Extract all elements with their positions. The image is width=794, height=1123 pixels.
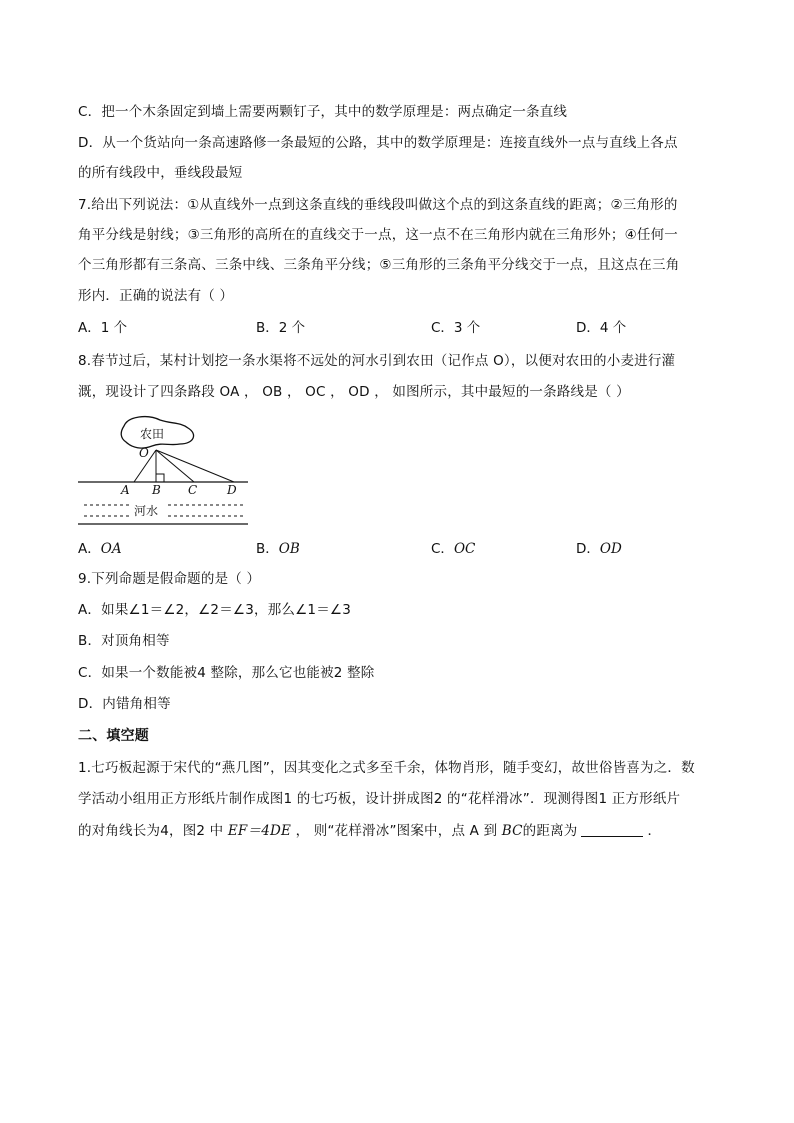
- q8-option-c: [431, 539, 475, 559]
- q8-option-d-letter: D．: [576, 541, 600, 557]
- q6-option-c: C．把一个木条固定到墙上需要两颗钉子，其中的数学原理是：两点确定一条直线: [78, 104, 568, 120]
- fill1-line3-text-a: 的对角线长为4，图2 中: [78, 823, 228, 839]
- q8-option-b: [256, 539, 300, 559]
- fill1-line3-text-b: ， 则“花样滑冰”图案中，点 A 到: [291, 823, 502, 839]
- q7-stem-line2: 角平分线是射线；③三角形的高所在的直线交于一点，这一点不在三角形内就在三角形外；④任何一: [78, 227, 679, 243]
- q8-stem-line2: 溉，现设计了四条路段 OA ， OB ， OC ， OD ， 如图所示，其中最短的一条路线是（ ）: [78, 384, 630, 400]
- q7-option-c: C．3 个: [431, 320, 481, 336]
- q9-option-b: B．对顶角相等: [78, 633, 170, 649]
- q8-option-c-letter: C．: [431, 541, 454, 557]
- point-b-label: B: [152, 483, 161, 497]
- point-d-label: D: [227, 483, 237, 497]
- segment-od: [156, 450, 234, 482]
- river-label: 河水: [134, 504, 159, 518]
- q7-option-b: B．2 个: [256, 320, 306, 336]
- q8-option-d-value: OD: [599, 541, 622, 557]
- fill1-math-bc: BC: [501, 823, 523, 839]
- section-2-title: 二、填空题: [78, 728, 149, 744]
- q7-stem-line1: 7.给出下列说法：①从直线外一点到这条直线的垂线段叫做这个点的到这条直线的距离；②三角形的: [78, 197, 678, 213]
- q7-option-a: A．1 个: [78, 320, 128, 336]
- q8-option-b-value: OB: [278, 541, 300, 557]
- q7-option-d: D．4 个: [576, 320, 627, 336]
- q9-stem: 9.下列命题是假命题的是（ ）: [78, 571, 261, 587]
- q8-option-b-letter: B．: [256, 541, 279, 557]
- q6-option-d-line2: 的所有线段中，垂线段最短: [78, 165, 243, 181]
- q8-option-a: [78, 539, 122, 559]
- q8-figure: [76, 412, 252, 528]
- fill1-line1: 1.七巧板起源于宋代的“燕几图”，因其变化之式多至千余，体物肖形，随手变幻，故世俗皆喜为之．数: [78, 760, 695, 776]
- fill1-line3-text-c: 的距离为: [522, 823, 578, 839]
- q8-option-c-value: OC: [453, 541, 476, 557]
- point-c-label: C: [188, 483, 198, 497]
- q8-option-d: [576, 539, 622, 559]
- q9-option-a: A．如果∠1＝∠2，∠2＝∠3，那么∠1＝∠3: [78, 602, 351, 618]
- answer-blank[interactable]: [581, 822, 643, 837]
- fill1-math-ef: EF＝4DE: [227, 823, 292, 839]
- fill1-line2: 学活动小组用正方形纸片制作成图1 的七巧板，设计拼成图2 的“花样滑冰”．现测得图1 正方形纸片: [78, 791, 681, 807]
- fill1-line3: [78, 821, 661, 841]
- q8-stem-line1: 8.春节过后，某村计划挖一条水渠将不远处的河水引到农田（记作点 O），以便对农田的小麦进行灌: [78, 353, 676, 369]
- q9-option-d: D．内错角相等: [78, 696, 171, 712]
- q7-stem-line4: 形内．正确的说法有（ ）: [78, 288, 234, 304]
- segment-oc: [156, 450, 194, 482]
- q8-option-a-value: OA: [100, 541, 122, 557]
- farmland-label: 农田: [140, 427, 165, 441]
- right-angle-mark: [156, 474, 164, 482]
- q7-stem-line3: 个三角形都有三条高、三条中线、三条角平分线；⑤三角形的三条角平分线交于一点，且这点在三角: [78, 257, 680, 273]
- q6-option-d-line1: D．从一个货站向一条高速路修一条最短的公路，其中的数学原理是：连接直线外一点与直线上各点: [78, 135, 678, 151]
- point-a-label: A: [121, 483, 130, 497]
- point-o-label: O: [139, 446, 149, 460]
- fill1-line3-end: ．: [647, 823, 662, 839]
- q8-option-a-letter: A．: [78, 541, 101, 557]
- q9-option-c: C．如果一个数能被4 整除，那么它也能被2 整除: [78, 665, 375, 681]
